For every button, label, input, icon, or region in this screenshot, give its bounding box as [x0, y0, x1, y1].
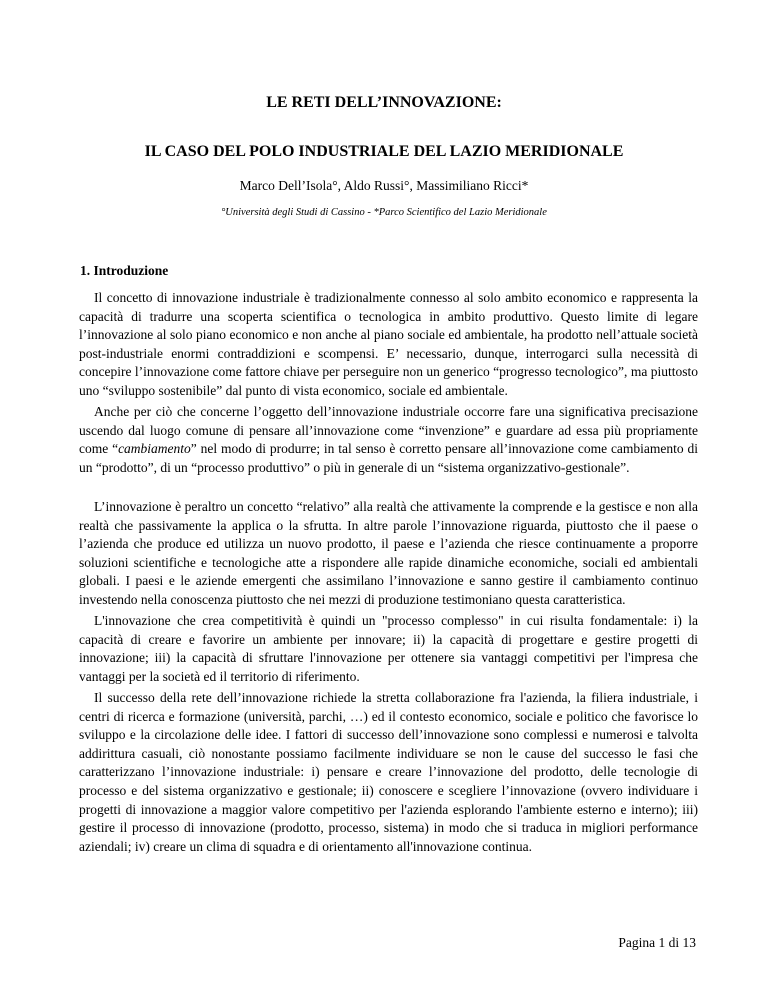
page-number: Pagina 1 di 13: [618, 935, 696, 950]
paragraph-2: [79, 403, 698, 477]
paragraph-2-tail: ” nel modo di produrre; in tal senso è corretto pensare all’innovazione come cambiamento di un “prodotto”, di un “processo produttivo” o più in generale di un “sistema organizzativo-gestionale”.: [79, 441, 698, 475]
section-heading: 1. Introduzione: [80, 263, 169, 278]
affiliations: °Università degli Studi di Cassino - *Parco Scientifico del Lazio Meridionale: [221, 207, 547, 218]
title-line-1: LE RETI DELL’INNOVAZIONE:: [266, 94, 502, 111]
title-line-2: IL CASO DEL POLO INDUSTRIALE DEL LAZIO MERIDIONALE: [144, 143, 624, 160]
paragraph-2-lead: Anche per ciò che concerne l’oggetto dell’innovazione industriale occorre fare una significativa precisazione uscendo dal luogo comune di pensare all’innovazione come “invenzione” e guardare ad essa più propriamente come “: [79, 404, 698, 457]
paragraph-4: L'innovazione che crea competitività è quindi un "processo complesso" in cui risulta fondamentale: i) la capacità di creare e favorire un ambiente per innovare; ii) la capacità di progettare e gestire progetti di innovazione; iii) la capacità di sfruttare l'innovazione per ottenere sia vantaggi competitivi per l'impresa che vantaggi per la società ed il territorio di riferimento.: [79, 613, 698, 684]
paragraph-2-italic: cambiamento: [118, 441, 191, 457]
paragraph-1: Il concetto di innovazione industriale è tradizionalmente connesso al solo ambito economico e rappresenta la capacità di tradurre una scoperta scientifica o tecnologica in ambito produttivo. Questo limite di legare l’innovazione al solo piano economico e non anche al piano sociale ed ambientale, ha prodotto nell’attuale società post-industriale enormi contraddizioni e scompensi. E’ necessario, dunque, interrogarci sulla necessità di concepire l’innovazione come fattore chiave per perseguire non un generico “progresso tecnologico”, ma piuttosto uno “sviluppo sostenibile” dal punto di vista economico, sociale ed ambientale.: [79, 290, 698, 398]
paragraph-5: Il successo della rete dell’innovazione richiede la stretta collaborazione fra l'azienda, la filiera industriale, i centri di ricerca e formazione (università, parchi, …) ed il contesto economico, sociale e politico che favorisce lo sviluppo e la circolazione delle idee. I fattori di successo dell’innovazione sono complessi e numerosi e talvolta addirittura casuali, ciò nonostante possiamo facilmente individuare se non le cause del successo le fasi che caratterizzano l’innovazione industriale: i) pensare e creare l’innovazione del prodotto, delle tecnologie di processo e del sistema organizzativo e gestionale; ii) conoscere e scegliere l’innovazione (ovvero individuare i progetti di innovazione a maggior valore competitivo per l'azienda esplorando l'ambiente esterno e interno); iii) gestire il processo di innovazione (prodotto, processo, sistema) in modo che si traduca in migliori performance aziendali; iv) creare un clima di squadra e di orientamento all'innovazione continua.: [79, 690, 698, 854]
paragraph-3: L’innovazione è peraltro un concetto “relativo” alla realtà che attivamente la comprende e la gestisce e non alla realtà che passivamente la applica o la sfrutta. In altre parole l’innovazione riguarda, piuttosto che il paese o l’azienda che produce ed utilizza un nuovo prodotto, il paese e l’azienda che riesce continuamente a proporre soluzioni scientifiche e tecnologiche atte a rispondere alle rapide dinamiche economiche, sociali ed ambientali globali. I paesi e le aziende emergenti che assimilano l’innovazione e sanno gestire il cambiamento continuo investendo nella conoscenza piuttosto che nei mezzi di produzione testimoniano questa caratteristica.: [79, 499, 698, 607]
authors: Marco Dell’Isola°, Aldo Russi°, Massimiliano Ricci*: [239, 178, 529, 193]
